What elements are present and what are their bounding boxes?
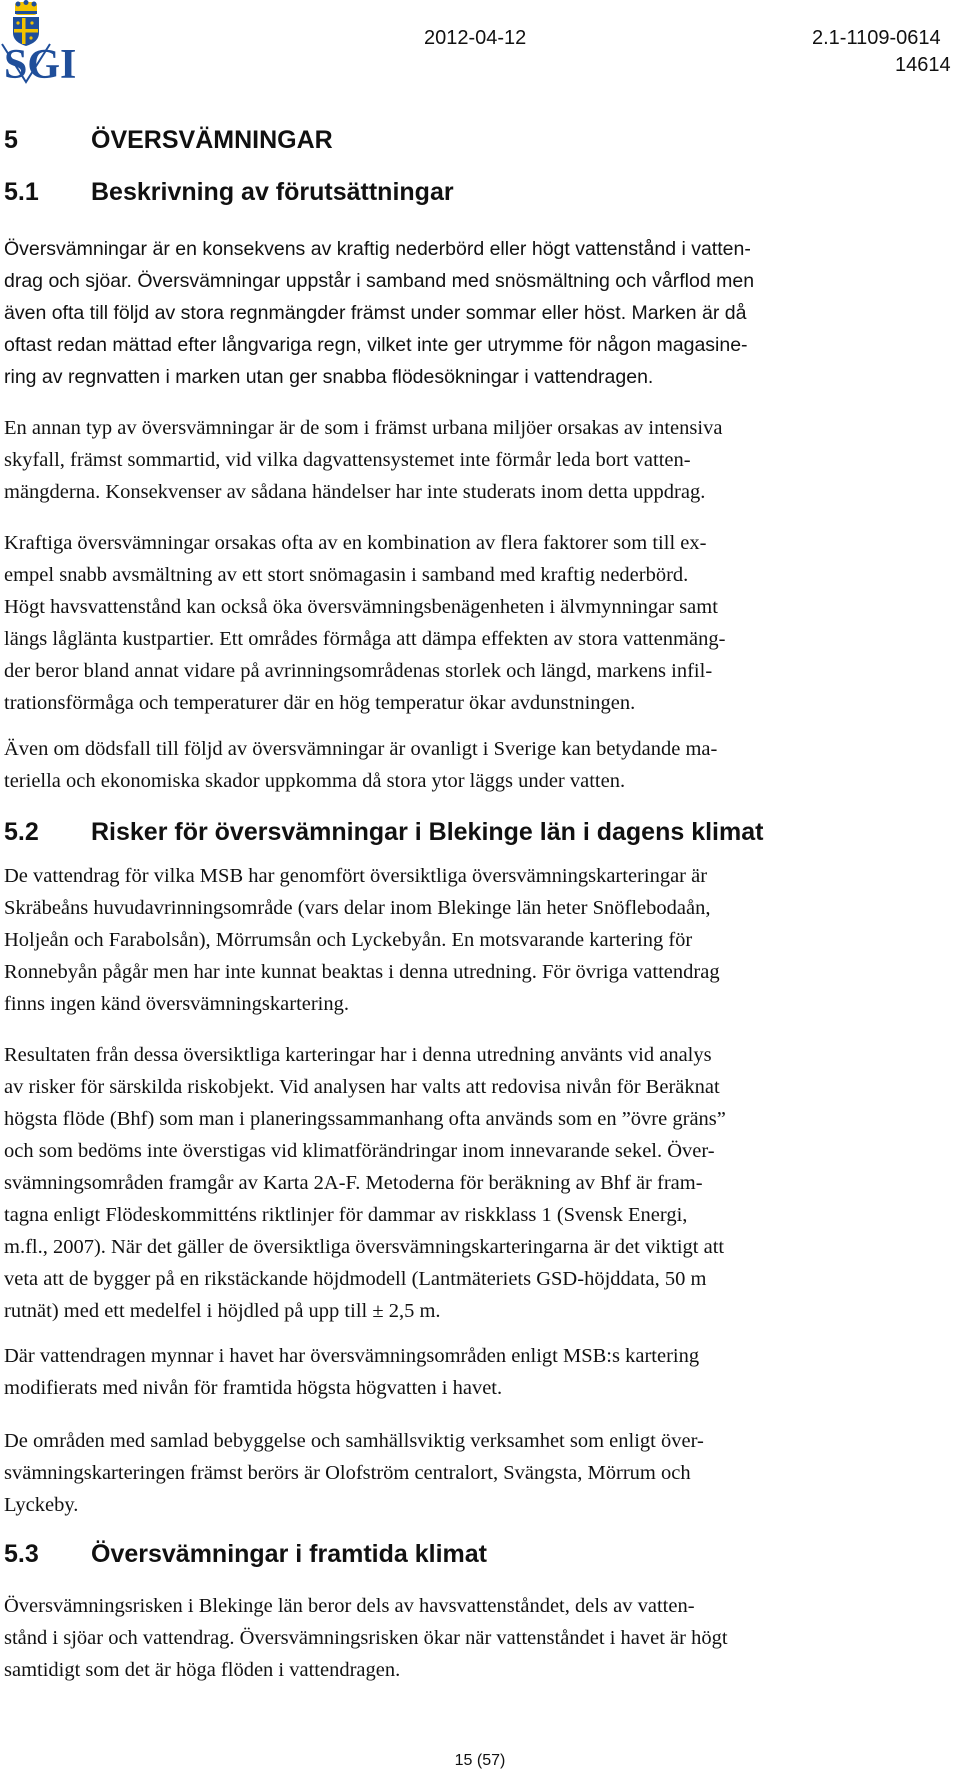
section-5-1-title: Beskrivning av förutsättningar — [91, 178, 454, 206]
text-line: skyfall, främst sommartid, vid vilka dagvattensystemet inte förmår leda bort vatten- — [4, 449, 691, 471]
sgi-logo — [0, 0, 90, 100]
paragraph-6 — [4, 1039, 956, 1327]
paragraph-2 — [4, 412, 956, 508]
paragraph-1 — [4, 233, 956, 393]
header-number: 14614 — [895, 54, 951, 76]
text-line: der beror bland annat vidare på avrinningsområdenas storlek och längd, markens infil- — [4, 660, 713, 682]
text-line: oftast redan mättad efter långvariga regn, vilket inte ger utrymme för någon magasine- — [4, 334, 748, 356]
header-date: 2012-04-12 — [424, 27, 527, 49]
text-line: empel snabb avsmältning av ett stort snömagasin i samband med kraftig nederbörd. — [4, 564, 689, 586]
text-line: modifierats med nivån för framtida högsta högvatten i havet. — [4, 1377, 503, 1399]
text-line: mängderna. Konsekvenser av sådana händelser har inte studerats inom detta uppdrag. — [4, 481, 706, 503]
paragraph-7 — [4, 1340, 956, 1404]
section-5-number: 5 — [4, 126, 18, 154]
text-line: veta att de bygger på en rikstäckande höjdmodell (Lantmäteriets GSD-höjddata, 50 m — [4, 1268, 707, 1290]
section-5-3-number: 5.3 — [4, 1540, 39, 1568]
text-line: Högt havsvattenstånd kan också öka översvämningsbenägenheten i älvmynningar samt — [4, 596, 718, 618]
text-line: samtidigt som det är höga flöden i vattendragen. — [4, 1659, 401, 1681]
text-line: teriella och ekonomiska skador uppkomma då stora ytor läggs under vatten. — [4, 770, 626, 792]
text-line: De områden med samlad bebyggelse och samhällsviktig verksamhet som enligt över- — [4, 1430, 704, 1452]
text-line: även ofta till följd av stora regnmängder främst under sommar eller höst. Marken är då — [4, 302, 747, 324]
section-5-2-number: 5.2 — [4, 818, 39, 846]
paragraph-3 — [4, 527, 956, 719]
text-line: och som bedöms inte överstigas vid klimatförändringar inom innevarande sekel. Över- — [4, 1140, 715, 1162]
text-line: Resultaten från dessa översiktliga karteringar har i denna utredning använts vid analys — [4, 1044, 712, 1066]
paragraph-9 — [4, 1590, 956, 1686]
text-line: Även om dödsfall till följd av översvämningar är ovanligt i Sverige kan betydande ma- — [4, 738, 718, 760]
text-line: av risker för särskilda riskobjekt. Vid analysen har valts att redovisa nivån för Beräknat — [4, 1076, 720, 1098]
paragraph-4 — [4, 733, 956, 797]
section-5-1-number: 5.1 — [4, 178, 39, 206]
paragraph-5 — [4, 860, 956, 1020]
text-line: längs låglänta kustpartier. Ett områdes förmåga att dämpa effekten av stora vattenmäng- — [4, 628, 726, 650]
text-line: stånd i sjöar och vattendrag. Översvämningsrisken ökar när vattenståndet i havet är högt — [4, 1627, 728, 1649]
text-line: svämningsområden framgår av Karta 2A-F. Metoderna för beräkning av Bhf är fram- — [4, 1172, 703, 1194]
text-line: Holjeån och Farabolsån), Mörrumsån och Lyckebyån. En motsvarande kartering för — [4, 929, 693, 951]
crown-icon — [15, 0, 37, 15]
text-line: Skräbeåns huvudavrinningsområde (vars delar inom Blekinge län heter Snöflebodaån, — [4, 897, 711, 919]
logo-text: SGI — [4, 42, 77, 88]
text-line: ring av regnvatten i marken utan ger snabba flödesökningar i vattendragen. — [4, 366, 654, 388]
sgi-logo-graphic — [0, 0, 90, 100]
section-5-title: ÖVERSVÄMNINGAR — [91, 126, 333, 154]
text-line: finns ingen känd översvämningskartering. — [4, 993, 350, 1015]
text-line: tagna enligt Flödeskommitténs riktlinjer för dammar av riskklass 1 (Svensk Energi, — [4, 1204, 688, 1226]
page-number: 15 (57) — [454, 1752, 506, 1769]
text-line: Lyckeby. — [4, 1494, 79, 1516]
text-line: De vattendrag för vilka MSB har genomfört översiktliga översvämningskarteringar är — [4, 865, 708, 887]
text-line: trationsförmåga och temperaturer där en hög temperatur ökar avdunstningen. — [4, 692, 636, 714]
section-5-3-title: Översvämningar i framtida klimat — [91, 1540, 487, 1568]
text-line: drag och sjöar. Översvämningar uppstår i samband med snösmältning och vårflod men — [4, 270, 755, 292]
text-line: svämningskarteringen främst berörs är Olofström centralort, Svängsta, Mörrum och — [4, 1462, 691, 1484]
text-line: Där vattendragen mynnar i havet har översvämningsområden enligt MSB:s kartering — [4, 1345, 700, 1367]
paragraph-8 — [4, 1425, 956, 1521]
text-line: En annan typ av översvämningar är de som i främst urbana miljöer orsakas av intensiva — [4, 417, 723, 439]
section-5-2-title: Risker för översvämningar i Blekinge län i dagens klimat — [91, 818, 764, 846]
text-line: Översvämningar är en konsekvens av kraftig nederbörd eller högt vattenstånd i vatten- — [4, 238, 751, 260]
header-reference: 2.1-1109-0614 — [812, 27, 941, 49]
text-line: m.fl., 2007). När det gäller de översiktliga översvämningskarteringarna är det viktigt att — [4, 1236, 725, 1258]
text-line: Kraftiga översvämningar orsakas ofta av en kombination av flera faktorer som till ex- — [4, 532, 707, 554]
text-line: högsta flöde (Bhf) som man i planeringssammanhang ofta används som en ”övre gräns” — [4, 1108, 726, 1130]
text-line: rutnät) med ett medelfel i höjdled på upp till ± 2,5 m. — [4, 1300, 441, 1322]
text-line: Ronnebyån pågår men har inte kunnat beaktas i denna utredning. För övriga vattendrag — [4, 961, 720, 983]
text-line: Översvämningsrisken i Blekinge län beror dels av havsvattenståndet, dels av vatten- — [4, 1595, 695, 1617]
